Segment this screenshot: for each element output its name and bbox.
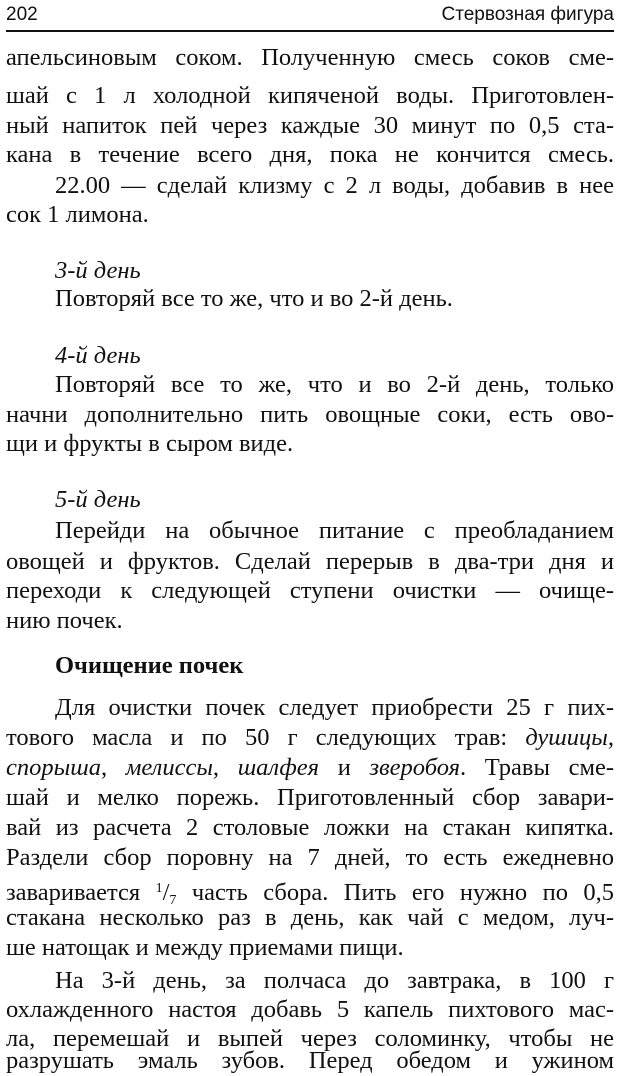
text-line: нию почек. [6, 607, 123, 634]
text-line: Повторяй все то же, что и во 2-й день. [55, 285, 453, 312]
herb-name: зверобоя [369, 754, 461, 781]
text-line: охлажденного настоя добавь 5 капель пихтового мас- [6, 996, 614, 1023]
text-line: щи и фрукты в сыром виде. [6, 430, 294, 457]
herb-name: мелиссы [125, 754, 213, 781]
text-line: заваривается $^1/_7$ часть сбора. Пить его нужно по 0,5 [6, 879, 614, 908]
fraction-slash: / [162, 879, 170, 906]
text-line: На 3-й день, за полчаса до завтрака, в 100 г [55, 967, 614, 994]
text-line: Раздели сбор поровну на 7 дней, то есть ежедневно [6, 844, 614, 871]
text-line: шай и мелко порежь. Приготовленный сбор завари- [6, 784, 614, 811]
text-line: переходи к следующей ступени очистки — очище- [6, 577, 614, 604]
running-title: Стервозная фигура [441, 4, 614, 25]
text-line: шай с 1 л холодной кипяченой воды. Приготовлен- [6, 82, 614, 109]
subheading-day-4: 4-й день [55, 342, 141, 369]
text-line: кана в течение всего дня, пока не кончится смесь. [6, 141, 614, 168]
section-heading: Очищение почек [55, 652, 244, 679]
text-line: апельсиновым соком. Полученную смесь соков сме- [6, 44, 614, 71]
text-line: разрушать эмаль зубов. Перед обедом и ужином [6, 1047, 614, 1074]
text-line: ла, перемешай и выпей через соломинку, чтобы не [6, 1025, 614, 1052]
herb-name: душицы, [525, 724, 614, 751]
text-line: Повторяй все то же, что и во 2-й день, только [55, 371, 614, 398]
herb-name: шалфея [237, 754, 320, 781]
text-line: ный напиток пей через каждые 30 минут по 0,5 ста- [6, 112, 614, 139]
fraction-denominator: 7 [169, 893, 177, 908]
text-line: Для очистки почек следует приобрести 25 г пих- [55, 694, 614, 721]
page-number: 202 [6, 4, 38, 25]
fraction-numerator: 1 [155, 881, 163, 896]
text-line: спорыша, мелиссы, шалфея и зверобоя. Травы сме- [6, 754, 614, 781]
text-line: сок 1 лимона. [6, 201, 149, 228]
text-line: Перейди на обычное питание с преобладанием [55, 517, 614, 544]
text-line: начни дополнительно пить овощные соки, есть ово- [6, 401, 614, 428]
text-line: стакана несколько раз в день, как чай с медом, луч- [6, 904, 614, 931]
text-line: овощей и фруктов. Сделай перерыв в два-три дня и [6, 548, 614, 575]
subheading-day-5: 5-й день [55, 486, 141, 513]
running-header [6, 0, 614, 32]
text-line: ше натощак и между приемами пищи. [6, 934, 404, 961]
text-line: 22.00 — сделай клизму с 2 л воды, добавив в нее [55, 172, 614, 199]
herb-name: спорыша [6, 754, 101, 781]
subheading-day-3: 3-й день [55, 257, 141, 284]
text-line: тового масла и по 50 г следующих трав: душицы, [6, 724, 614, 751]
text-line: вай из расчета 2 столовые ложки на стакан кипятка. [6, 814, 614, 841]
